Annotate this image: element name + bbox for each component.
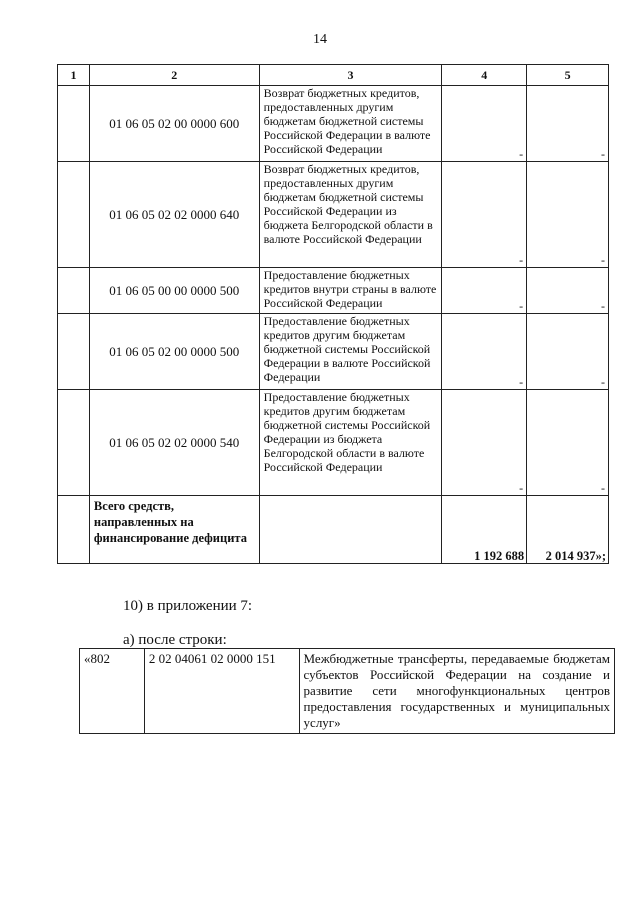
row-name: Возврат бюджетных кредитов, предоставленных другим бюджетам бюджетной системы Российской Федерации в валюте Российской Федерации	[259, 86, 442, 162]
table-header-row	[58, 65, 609, 86]
row-code: 01 06 05 02 02 0000 640	[89, 162, 259, 268]
header-col-3: 3	[259, 65, 442, 86]
table-row	[58, 268, 609, 314]
header-col-4: 4	[442, 65, 527, 86]
row-col5: -	[527, 314, 609, 390]
page-number: 14	[313, 32, 327, 47]
total-col5: 2 014 937»;	[527, 496, 609, 564]
row-col1	[58, 162, 90, 268]
row-name: Возврат бюджетных кредитов, предоставленных другим бюджетам бюджетной системы Российской Федерации из бюджета Белгородской области в валюте Российской Федерации	[259, 162, 442, 268]
row-col1	[58, 390, 90, 496]
total-label: Всего средств, направленных на финансирование дефицита	[89, 496, 259, 564]
row-code: 01 06 05 00 00 0000 500	[89, 268, 259, 314]
header-col-2: 2	[89, 65, 259, 86]
row-name: Предоставление бюджетных кредитов другим бюджетам бюджетной системы Российской Федерации из бюджета Белгородской области в валюте Российской Федерации	[259, 390, 442, 496]
row-code: 01 06 05 02 02 0000 540	[89, 390, 259, 496]
total-row	[58, 496, 609, 564]
appendix-table	[79, 648, 615, 734]
appendix-col1: «802	[80, 649, 145, 734]
total-col4: 1 192 688	[442, 496, 527, 564]
total-col1	[58, 496, 90, 564]
row-col5: -	[527, 390, 609, 496]
table-row	[58, 162, 609, 268]
header-col-5: 5	[527, 65, 609, 86]
budget-sources-table	[57, 64, 609, 564]
appendix-code: 2 02 04061 02 0000 151	[144, 649, 299, 734]
row-col1	[58, 314, 90, 390]
row-col4: -	[442, 268, 527, 314]
row-col4: -	[442, 86, 527, 162]
header-col-1: 1	[58, 65, 90, 86]
row-col4: -	[442, 162, 527, 268]
appendix-name: Межбюджетные трансферты, передаваемые бюджетам субъектов Российской Федерации на создание и развитие сети многофункциональных центров предоставления государственных и муниципальных услуг»	[299, 649, 614, 734]
row-code: 01 06 05 02 00 0000 600	[89, 86, 259, 162]
row-name: Предоставление бюджетных кредитов внутри страны в валюте Российской Федерации	[259, 268, 442, 314]
table-row	[80, 649, 615, 734]
section-heading: 10) в приложении 7:	[123, 598, 253, 614]
row-col4: -	[442, 314, 527, 390]
row-name: Предоставление бюджетных кредитов другим бюджетам бюджетной системы Российской Федерации в валюте Российской Федерации	[259, 314, 442, 390]
subsection-heading: а) после строки:	[123, 632, 227, 648]
row-code: 01 06 05 02 00 0000 500	[89, 314, 259, 390]
total-col3	[259, 496, 442, 564]
row-col5: -	[527, 268, 609, 314]
table-row	[58, 390, 609, 496]
row-col5: -	[527, 162, 609, 268]
table-row	[58, 86, 609, 162]
row-col5: -	[527, 86, 609, 162]
table-row	[58, 314, 609, 390]
row-col4: -	[442, 390, 527, 496]
row-col1	[58, 268, 90, 314]
row-col1	[58, 86, 90, 162]
